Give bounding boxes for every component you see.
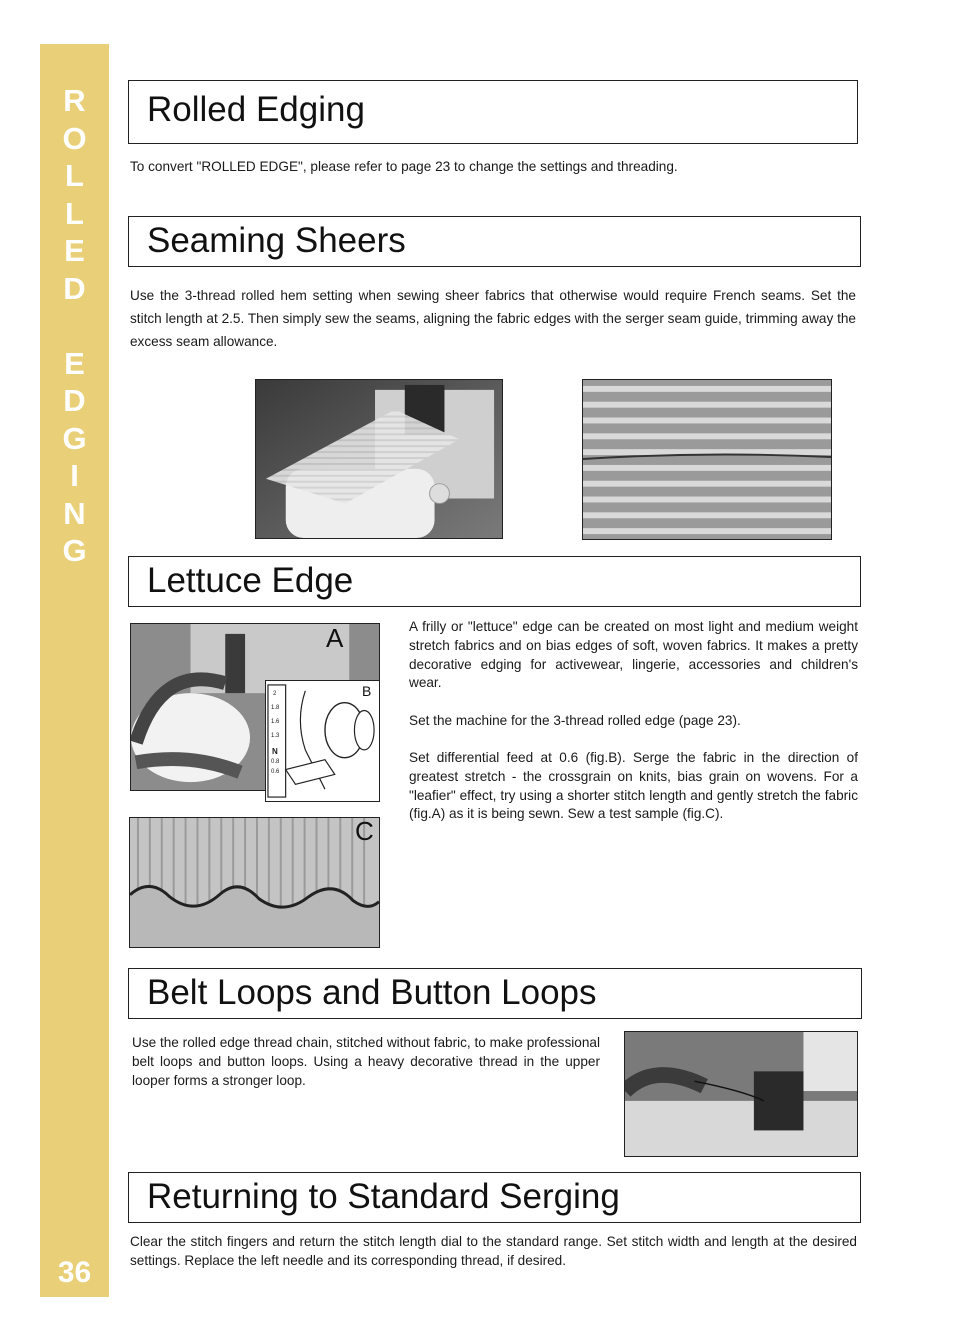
fig-b-label: B xyxy=(362,683,372,699)
heading-rolled-edging xyxy=(128,80,858,144)
side-title-letter: I xyxy=(70,458,79,493)
dial-mark: 2 xyxy=(273,691,277,697)
side-title-letter: E xyxy=(64,233,85,268)
side-title-letter: G xyxy=(62,420,87,456)
lettuce-edge-para-1: A frilly or "lettuce" edge can be created on most light and medium weight stretch fabrics and on bias edges of soft, woven fabrics. It makes a pretty decorative edging for activewear, lingerie, accessories and children's wear. xyxy=(409,619,858,691)
dial-mark: 0.8 xyxy=(271,759,280,765)
side-title-letter: D xyxy=(63,270,86,306)
side-title-letter: G xyxy=(62,533,87,568)
side-title-letter: L xyxy=(65,158,84,193)
belt-loop-photo xyxy=(624,1031,858,1157)
heading-returning xyxy=(128,1172,861,1223)
heading-text: Lettuce Edge xyxy=(147,561,354,600)
heading-seaming-sheers xyxy=(128,216,861,267)
seaming-sheers-text: Use the 3-thread rolled hem setting when sewing sheer fabrics that otherwise would require French seams. Set the stitch length at 2.5. Then simply sew the seams, aligning the fabric edges with the serger seam guide, trimming away the excess seam allowance. xyxy=(130,288,856,349)
heading-text: Seaming Sheers xyxy=(147,221,406,260)
side-title-letter: D xyxy=(63,383,86,418)
side-title-letter: R xyxy=(63,83,86,118)
heading-belt-loops xyxy=(128,968,862,1019)
fig-c-label: C xyxy=(355,816,374,846)
returning-text: Clear the stitch fingers and return the stitch length dial to the standard range. Set stitch width and length at the desired settings. Replace the left needle and its corresponding thread, if desired. xyxy=(130,1234,857,1268)
side-title-letter: N xyxy=(63,495,86,531)
serger-sheer-photo xyxy=(255,379,503,539)
rolled-edging-text: To convert "ROLLED EDGE", please refer to page 23 to change the settings and threading. xyxy=(130,159,678,174)
heading-text: Returning to Standard Serging xyxy=(147,1177,620,1216)
dial-mark: 0.6 xyxy=(271,769,280,775)
heading-text: Belt Loops and Button Loops xyxy=(147,973,597,1012)
side-title-letter: O xyxy=(62,120,87,156)
heading-text: Rolled Edging xyxy=(147,90,365,129)
fig-c-photo xyxy=(129,817,380,948)
sheer-seam-sample-photo xyxy=(582,379,832,540)
side-band xyxy=(40,44,109,1297)
belt-loops-text: Use the rolled edge thread chain, stitched without fabric, to make professional belt loops and button loops. Using a heavy decorative thread in the upper looper forms a stronger loop. xyxy=(132,1035,600,1088)
side-title xyxy=(40,82,109,570)
lettuce-edge-para-2: Set the machine for the 3-thread rolled edge (page 23). xyxy=(409,713,741,728)
fig-a-label: A xyxy=(326,623,344,653)
heading-lettuce-edge xyxy=(128,556,861,607)
dial-mark: N xyxy=(272,747,278,756)
dial-mark: 1.6 xyxy=(271,719,280,725)
dial-mark: 1.8 xyxy=(271,705,280,711)
side-title-letter: E xyxy=(64,345,85,381)
page-number: 36 xyxy=(57,1256,92,1289)
dial-mark: 1.3 xyxy=(271,733,280,739)
side-title-letter: L xyxy=(65,195,84,231)
lettuce-edge-para-3: Set differential feed at 0.6 (fig.B). Serge the fabric in the direction of greatest stretch - the crossgrain on knits, bias grain on wovens. For a "leafier" effect, try using a shorter stitch length and gently stretch the fabric (fig.A) as it is being sewn. Sew a test sample (fig.C). xyxy=(409,750,858,822)
